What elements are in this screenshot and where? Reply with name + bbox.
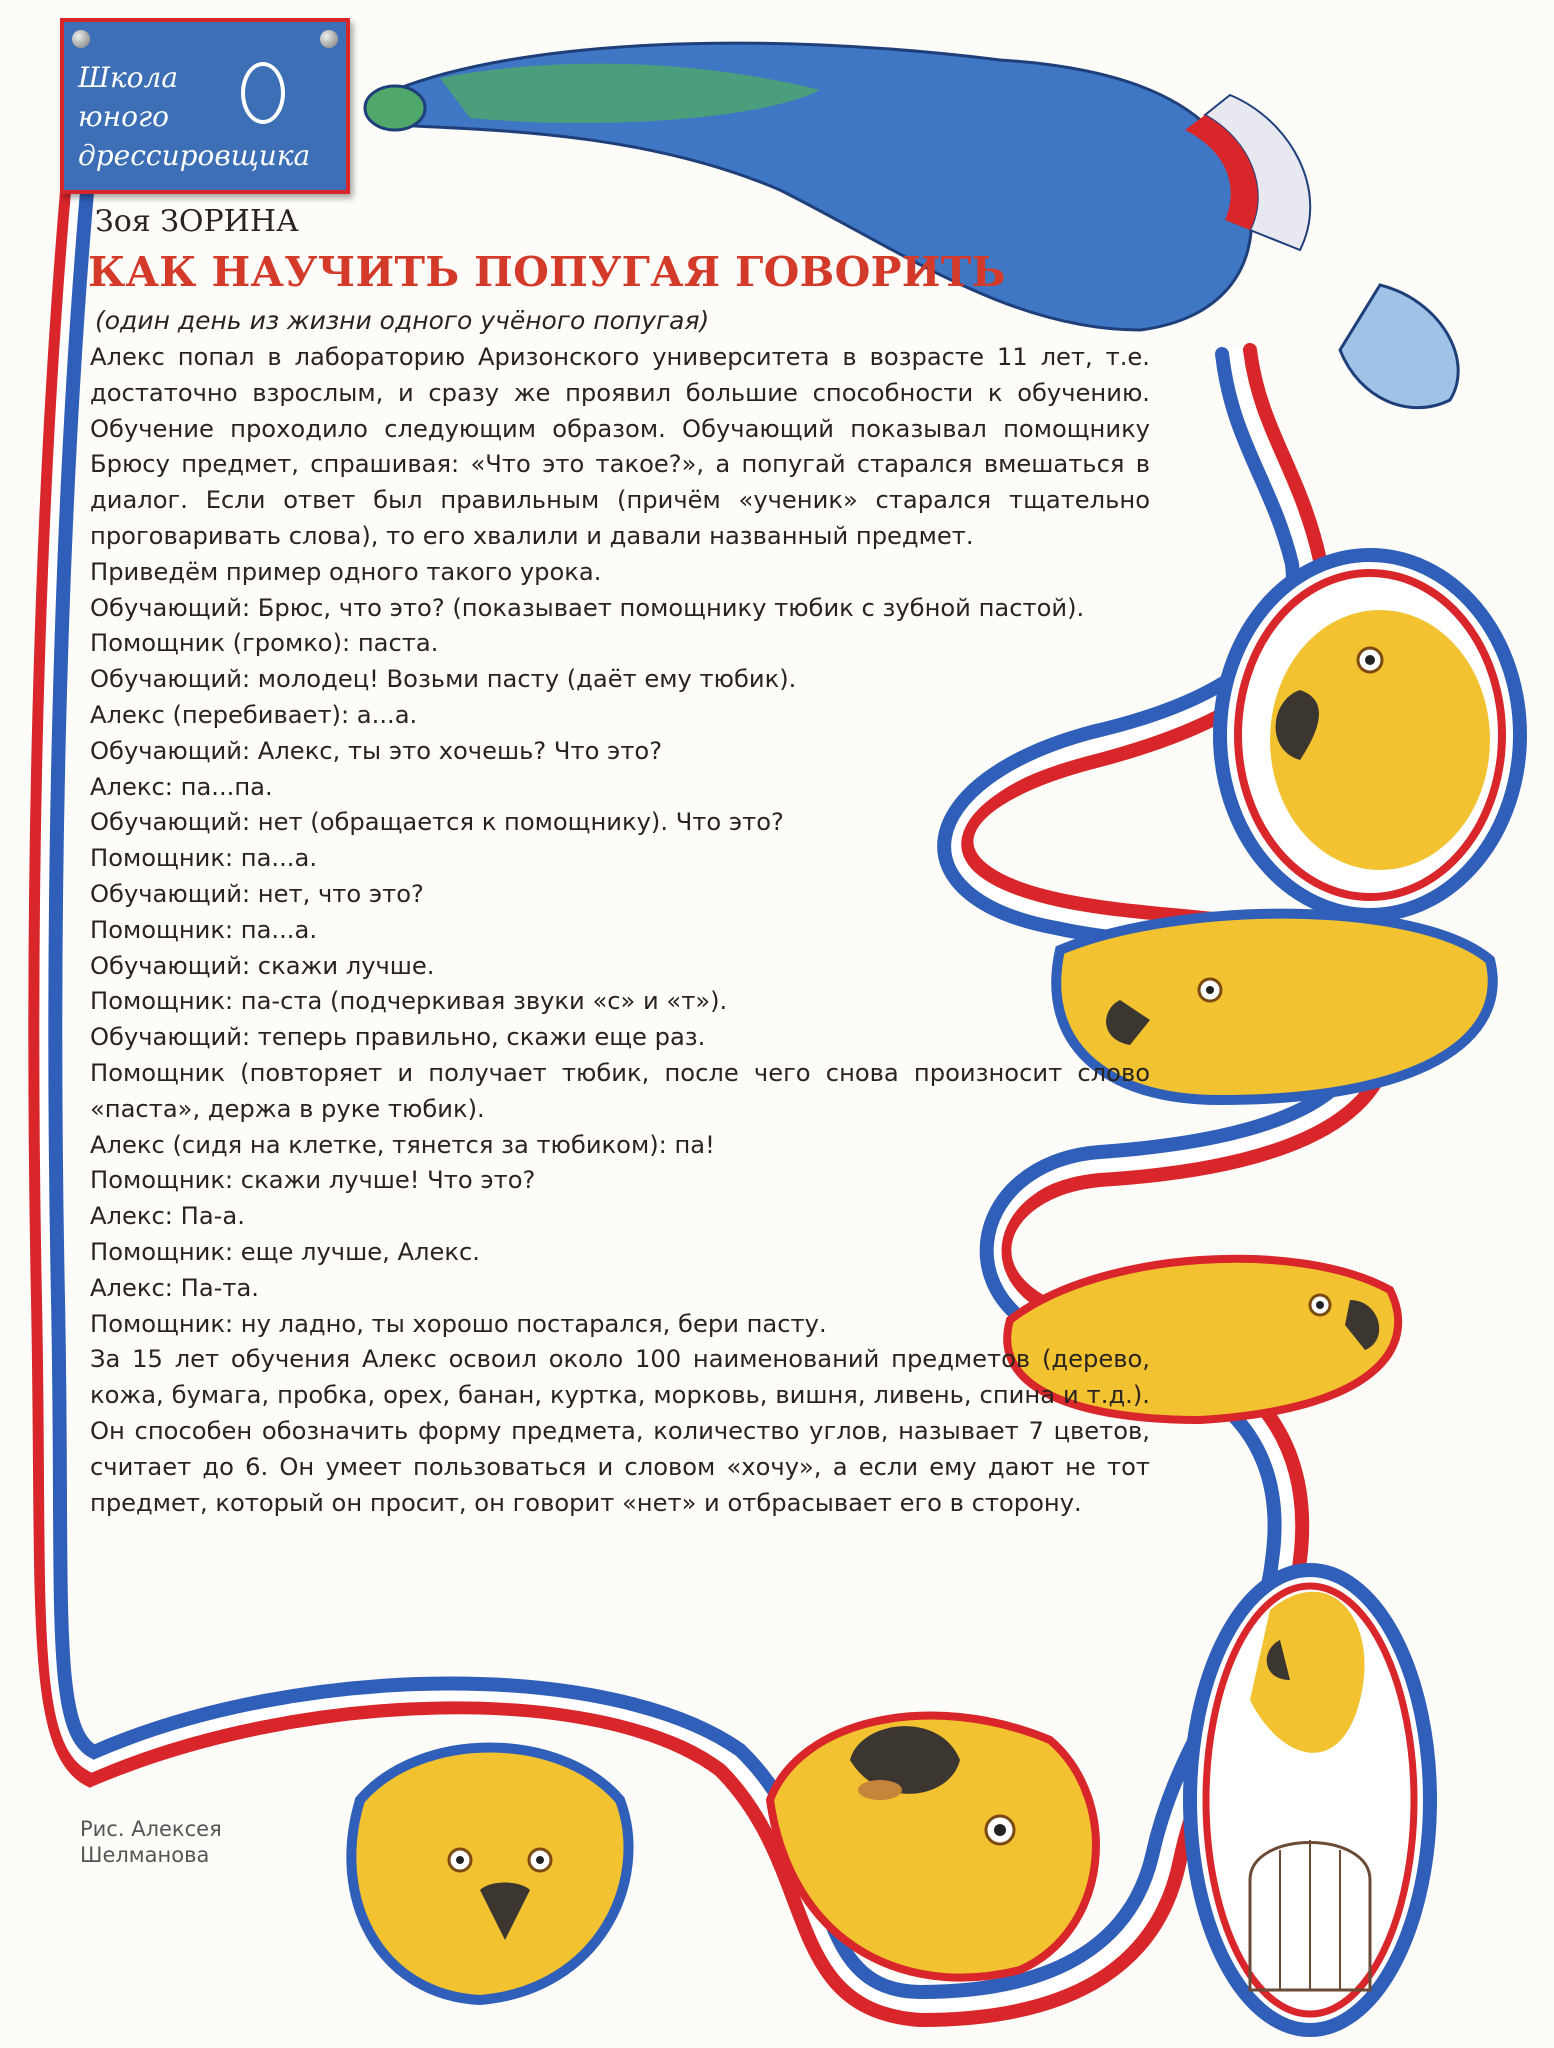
- dialogue-line: Алекс: Па-а.: [90, 1202, 245, 1231]
- paragraph: Приведём пример одного такого урока.: [90, 557, 602, 586]
- parrot-vignette-1: [1220, 555, 1520, 915]
- dialogue-line: Обучающий: Алекс, ты это хочешь? Что это?: [90, 736, 663, 765]
- paragraph: За 15 лет обучения Алекс освоил около 100 наименований предметов (дерево, кожа, бумага, пробка, орех, банан, куртка, морковь, вишня, ливень, спина и т.д.). Он способен обозначить форму предмета, количество углов, называет 7 цветов, считает до 6. Он умеет пользоваться и словом «хочу», а если ему дают не тот предмет, который он просит, он говорит «нет» и отбрасывает его в сторону.: [90, 1345, 1150, 1517]
- dialogue-line: Обучающий: Брюс, что это? (показывает помощнику тюбик с зубной пастой).: [90, 593, 1085, 622]
- article-title: КАК НАУЧИТЬ ПОПУГАЯ ГОВОРИТЬ: [88, 248, 1006, 296]
- dialogue-line: Алекс: Па-та.: [90, 1273, 259, 1302]
- pin-icon: [72, 30, 90, 48]
- dialogue-line: Обучающий: нет, что это?: [90, 879, 424, 908]
- parrot-vignette-4: [1190, 1570, 1430, 2030]
- parrot-vignette-6: [351, 1748, 628, 2001]
- dialogue-line: Алекс (сидя на клетке, тянется за тюбиком): па!: [90, 1130, 715, 1159]
- dialogue-line: Помощник: па-ста (подчеркивая звуки «с» и «т»).: [90, 987, 728, 1016]
- article-subtitle: (один день из жизни одного учёного попугая): [95, 306, 710, 335]
- dialogue-line: Помощник: ну ладно, ты хорошо постарался, бери пасту.: [90, 1309, 827, 1338]
- section-badge: [60, 18, 350, 194]
- dialogue-line: Обучающий: теперь правильно, скажи еще раз.: [90, 1023, 706, 1052]
- article-body: [90, 340, 1150, 1521]
- paragraph: Алекс попал в лабораторию Аризонского университета в возрасте 11 лет, т.е. достаточно взрослым, и сразу же проявил большие способности к обучению. Обучение проходило следующим образом. Обучающий показывал помощнику Брюсу предмет, спрашивая: «Что это такое?», а попугай старался вмешаться в диалог. Если ответ был правильным (причём «ученик» старался тщательно проговаривать слова), то его хвалили и давали названный предмет.: [90, 343, 1150, 550]
- author-name: Зоя ЗОРИНА: [95, 204, 299, 239]
- dialogue-line: Помощник: скажи лучше! Что это?: [90, 1166, 536, 1195]
- dialogue-line: Обучающий: нет (обращается к помощнику). Что это?: [90, 808, 784, 837]
- dialogue-line: Обучающий: молодец! Возьми пасту (даёт ему тюбик).: [90, 665, 797, 694]
- dialogue-line: Помощник: па...а.: [90, 915, 318, 944]
- section-name: Школа юного дрессировщика: [78, 61, 311, 172]
- dialogue-line: Алекс (перебивает): а...а.: [90, 700, 418, 729]
- dialogue-line: Помощник (громко): паста.: [90, 629, 439, 658]
- dialogue-line: Помощник: па...а.: [90, 844, 318, 873]
- dialogue-line: Алекс: па...па.: [90, 772, 273, 801]
- pin-icon: [320, 30, 338, 48]
- dialogue-line: Обучающий: скажи лучше.: [90, 951, 435, 980]
- dialogue-line: Помощник (повторяет и получает тюбик, после чего снова произносит слово «паста», держа в руке тюбик).: [90, 1058, 1150, 1123]
- illustrator-credit: Рис. Алексея Шелманова: [80, 1817, 222, 1867]
- dialogue-line: Помощник: еще лучше, Алекс.: [90, 1237, 480, 1266]
